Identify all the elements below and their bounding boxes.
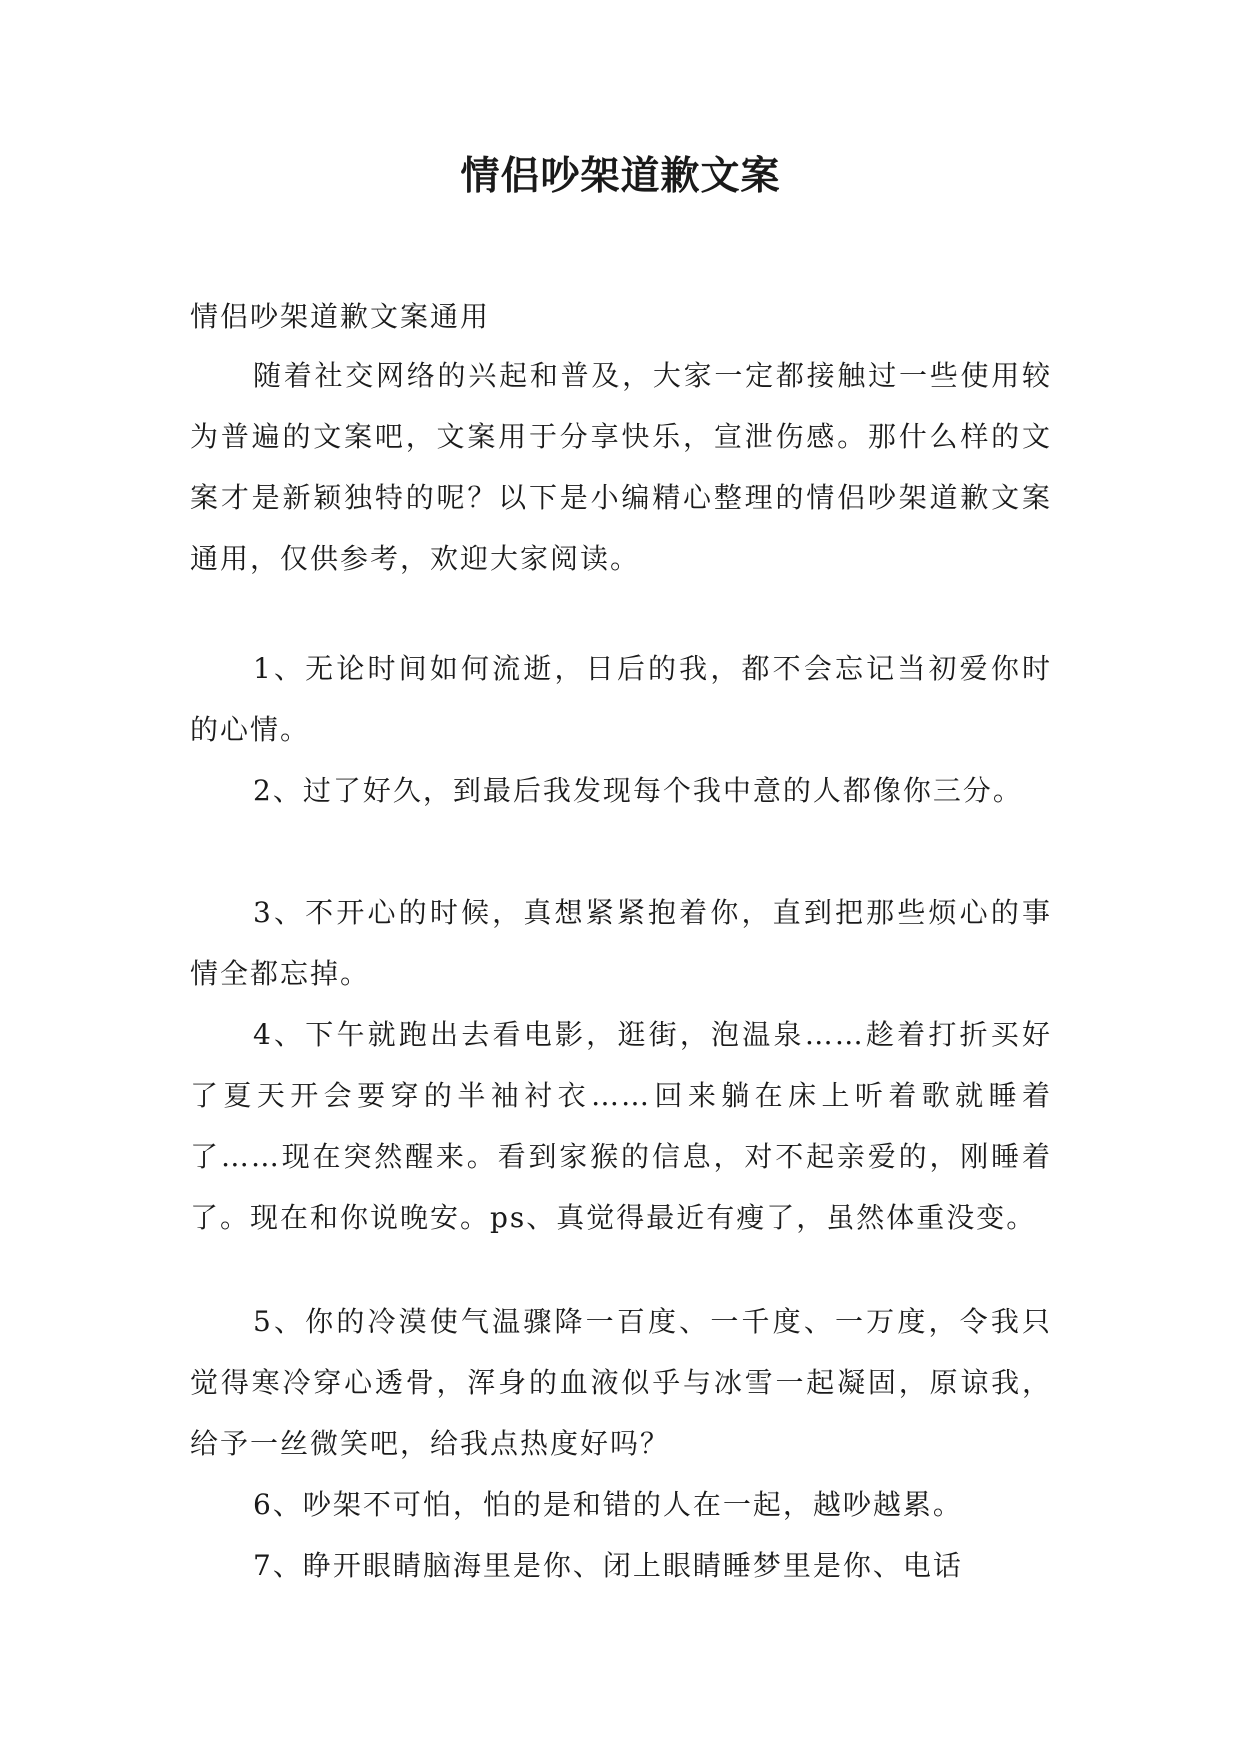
document-title: 情侣吵架道歉文案 — [460, 154, 781, 199]
intro-paragraph: 随着社交网络的兴起和普及，大家一定都接触过一些使用较为普遍的文案吧，文案用于分享快乐，宣泄伤感。那什么样的文案才是新颖独特的呢？以下是小编精心整理的情侣吵架道歉文案通用，仅供参考，欢迎大家阅读。 — [190, 359, 1052, 575]
list-item: 7、睁开眼睛脑海里是你、闭上眼睛睡梦里是你、电话 — [253, 1549, 963, 1582]
list-item: 1、无论时间如何流逝，日后的我，都不会忘记当初爱你时的心情。 — [190, 652, 1052, 746]
list-item: 6、吵架不可怕，怕的是和错的人在一起，越吵越累。 — [253, 1488, 963, 1521]
list-item: 2、过了好久，到最后我发现每个我中意的人都像你三分。 — [253, 774, 1023, 807]
list-item: 3、不开心的时候，真想紧紧抱着你，直到把那些烦心的事情全都忘掉。 — [190, 896, 1052, 990]
list-item: 4、下午就跑出去看电影，逛街，泡温泉……趁着打折买好了夏天开会要穿的半袖衬衣……回来躺在床上听着歌就睡着了……现在突然醒来。看到家猴的信息，对不起亲爱的，刚睡着了。现在和你说晚安。ps、真觉得最近有瘦了，虽然体重没变。 — [190, 1018, 1052, 1234]
document-subtitle: 情侣吵架道歉文案通用 — [190, 300, 491, 333]
list-item: 5、你的冷漠使气温骤降一百度、一千度、一万度，令我只觉得寒冷穿心透骨，浑身的血液似乎与冰雪一起凝固，原谅我，给予一丝微笑吧，给我点热度好吗？ — [190, 1305, 1052, 1460]
